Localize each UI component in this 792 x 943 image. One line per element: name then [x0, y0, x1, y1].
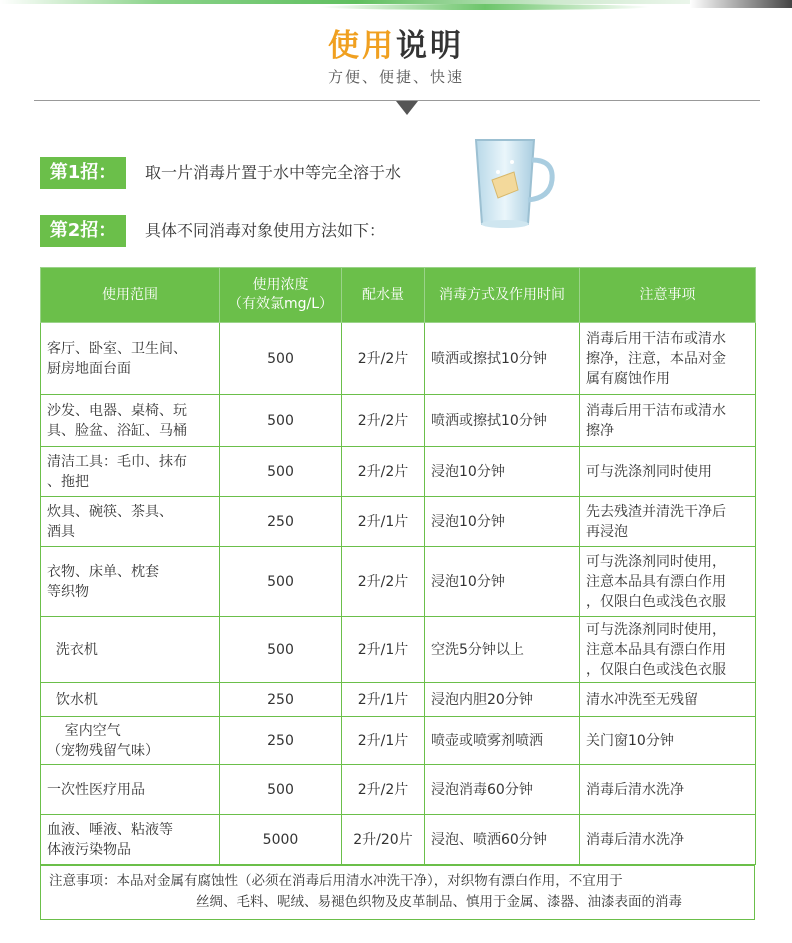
note-line-2: 丝绸、毛料、呢绒、易褪色织物及皮革制品、慎用于金属、漆器、油漆表面的消毒: [196, 894, 682, 910]
table-cell: 喷壶或喷雾剂喷洒: [425, 717, 580, 765]
table-cell: 清洁工具：毛巾、抹布 、拖把: [41, 447, 220, 497]
table-cell: 2升/20片: [342, 815, 425, 865]
table-row: [41, 765, 756, 815]
header-method: 消毒方式及作用时间: [425, 268, 580, 323]
table-row: [41, 497, 756, 547]
table-header-row: [41, 268, 756, 323]
table-cell: 消毒后清水洗净: [580, 765, 756, 815]
header-concentration: 使用浓度 （有效氯mg/L）: [220, 268, 342, 323]
header-water: 配水量: [342, 268, 425, 323]
table-cell: 浸泡、喷洒60分钟: [425, 815, 580, 865]
page-title: [0, 20, 792, 65]
table-cell: 2升/2片: [342, 547, 425, 617]
table-cell: 浸泡消毒60分钟: [425, 765, 580, 815]
table-cell: 先去残渣并清洗干净后 再浸泡: [580, 497, 756, 547]
table-cell: 2升/2片: [342, 765, 425, 815]
table-cell: 血液、唾液、粘液等 体液污染物品: [41, 815, 220, 865]
table-cell: 关门窗10分钟: [580, 717, 756, 765]
table-cell: 浸泡10分钟: [425, 547, 580, 617]
table-cell: 250: [220, 497, 342, 547]
table-cell: 空洗5分钟以上: [425, 617, 580, 683]
table-cell: 消毒后清水洗净: [580, 815, 756, 865]
step-1-badge: 第1招：: [40, 157, 126, 189]
title-highlight: 使用: [328, 28, 396, 64]
table-cell: 洗衣机: [41, 617, 220, 683]
table-cell: 室内空气 （宠物残留气味）: [41, 717, 220, 765]
table-cell: 衣物、床单、枕套 等织物: [41, 547, 220, 617]
step-2-text: 具体不同消毒对象使用方法如下：: [145, 221, 386, 240]
table-cell: 2升/2片: [342, 323, 425, 395]
table-cell: 2升/2片: [342, 395, 425, 447]
table-cell: 浸泡内胆20分钟: [425, 683, 580, 717]
table-cell: 饮水机: [41, 683, 220, 717]
table-cell: 消毒后用干洁布或清水 擦净: [580, 395, 756, 447]
table-cell: 2升/2片: [342, 447, 425, 497]
table-cell: 可与洗涤剂同时使用， 注意本品具有漂白作用 ，仅限白色或浅色衣服: [580, 547, 756, 617]
water-glass-icon: [468, 132, 558, 232]
table-cell: 可与洗涤剂同时使用: [580, 447, 756, 497]
table-row: [41, 815, 756, 865]
step-2-badge: 第2招：: [40, 215, 126, 247]
table-cell: 2升/1片: [342, 617, 425, 683]
table-row: [41, 683, 756, 717]
table-row: [41, 717, 756, 765]
table-cell: 500: [220, 395, 342, 447]
table-row: [41, 323, 756, 395]
notes-footer: [40, 865, 755, 920]
down-arrow-icon: [396, 101, 418, 115]
table-cell: 2升/1片: [342, 683, 425, 717]
table-cell: 客厅、卧室、卫生间、 厨房地面台面: [41, 323, 220, 395]
table-cell: 500: [220, 547, 342, 617]
table-cell: 500: [220, 617, 342, 683]
page-subtitle: 方便、便捷、快速: [327, 68, 464, 86]
table-row: [41, 617, 756, 683]
header-scope: 使用范围: [41, 268, 220, 323]
table-row: [41, 395, 756, 447]
usage-table: [40, 267, 756, 865]
table-cell: 250: [220, 717, 342, 765]
table-cell: 500: [220, 765, 342, 815]
table-cell: 500: [220, 323, 342, 395]
table-row: [41, 447, 756, 497]
table-cell: 2升/1片: [342, 717, 425, 765]
table-cell: 可与洗涤剂同时使用， 注意本品具有漂白作用 ，仅限白色或浅色衣服: [580, 617, 756, 683]
top-decoration: [0, 0, 792, 14]
title-rest: 说明: [396, 28, 464, 64]
table-cell: 清水冲洗至无残留: [580, 683, 756, 717]
table-cell: 5000: [220, 815, 342, 865]
header-notes: 注意事项: [580, 268, 756, 323]
step-1-text: 取一片消毒片置于水中等完全溶于水: [145, 163, 402, 182]
table-cell: 喷洒或擦拭10分钟: [425, 395, 580, 447]
table-cell: 喷洒或擦拭10分钟: [425, 323, 580, 395]
table-cell: 250: [220, 683, 342, 717]
table-cell: 2升/1片: [342, 497, 425, 547]
table-cell: 一次性医疗用品: [41, 765, 220, 815]
table-cell: 浸泡10分钟: [425, 497, 580, 547]
table-cell: 浸泡10分钟: [425, 447, 580, 497]
table-cell: 炊具、碗筷、茶具、 酒具: [41, 497, 220, 547]
table-row: [41, 547, 756, 617]
table-cell: 沙发、电器、桌椅、玩 具、脸盆、浴缸、马桶: [41, 395, 220, 447]
table-cell: 消毒后用干洁布或清水 擦净，注意，本品对金 属有腐蚀作用: [580, 323, 756, 395]
table-cell: 500: [220, 447, 342, 497]
note-line-1: 注意事项：本品对金属有腐蚀性（必须在消毒后用清水冲洗干净），对织物有漂白作用，不宜用于: [49, 873, 623, 889]
